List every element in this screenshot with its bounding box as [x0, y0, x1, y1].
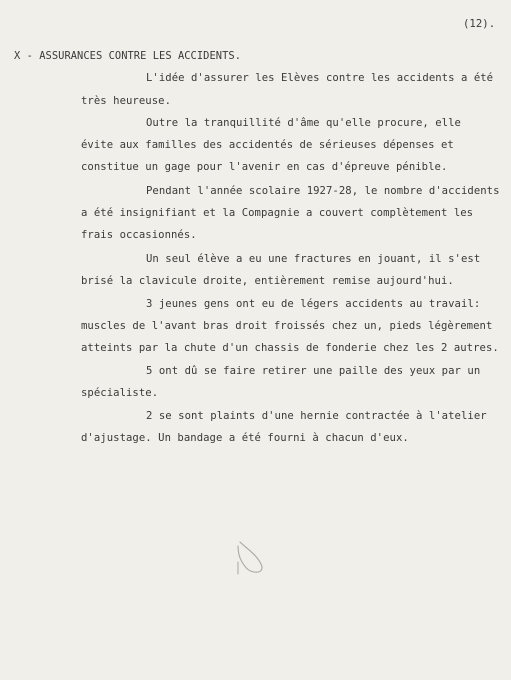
text-line: frais occasionnés. — [81, 229, 197, 241]
text-line: spécialiste. — [81, 387, 159, 399]
text-line: muscles de l'avant bras droit froissés chez un, pieds légèrement — [81, 320, 493, 332]
text-line: 5 ont dû se faire retirer une paille des yeux par un — [146, 365, 481, 377]
text-line: Pendant l'année scolaire 1927-28, le nombre d'accidents — [146, 185, 500, 197]
text-line: 2 se sont plaints d'une hernie contractée à l'atelier — [146, 410, 487, 422]
section-heading: X - ASSURANCES CONTRE LES ACCIDENTS. — [14, 50, 242, 62]
text-line: atteints par la chute d'un chassis de fonderie chez les 2 autres. — [81, 342, 499, 354]
text-line: évite aux familles des accidentés de sérieuses dépenses et — [81, 139, 454, 151]
text-line: 3 jeunes gens ont eu de légers accidents au travail: — [146, 298, 481, 310]
text-line: Outre la tranquillité d'âme qu'elle procure, elle — [146, 117, 461, 129]
text-line: d'ajustage. Un bandage a été fourni à chacun d'eux. — [81, 432, 409, 444]
text-line: constitue un gage pour l'avenir en cas d'épreuve pénible. — [81, 161, 448, 173]
text-line: très heureuse. — [81, 95, 171, 107]
text-line: a été insignifiant et la Compagnie a couvert complètement les — [81, 207, 474, 219]
pencil-mark-icon — [232, 538, 268, 576]
text-line: Un seul élève a eu une fractures en jouant, il s'est — [146, 253, 481, 265]
text-line: brisé la clavicule droite, entièrement remise aujourd'hui. — [81, 275, 454, 287]
page-number: (12). — [463, 18, 496, 30]
text-line: L'idée d'assurer les Elèves contre les accidents a été — [146, 72, 494, 84]
